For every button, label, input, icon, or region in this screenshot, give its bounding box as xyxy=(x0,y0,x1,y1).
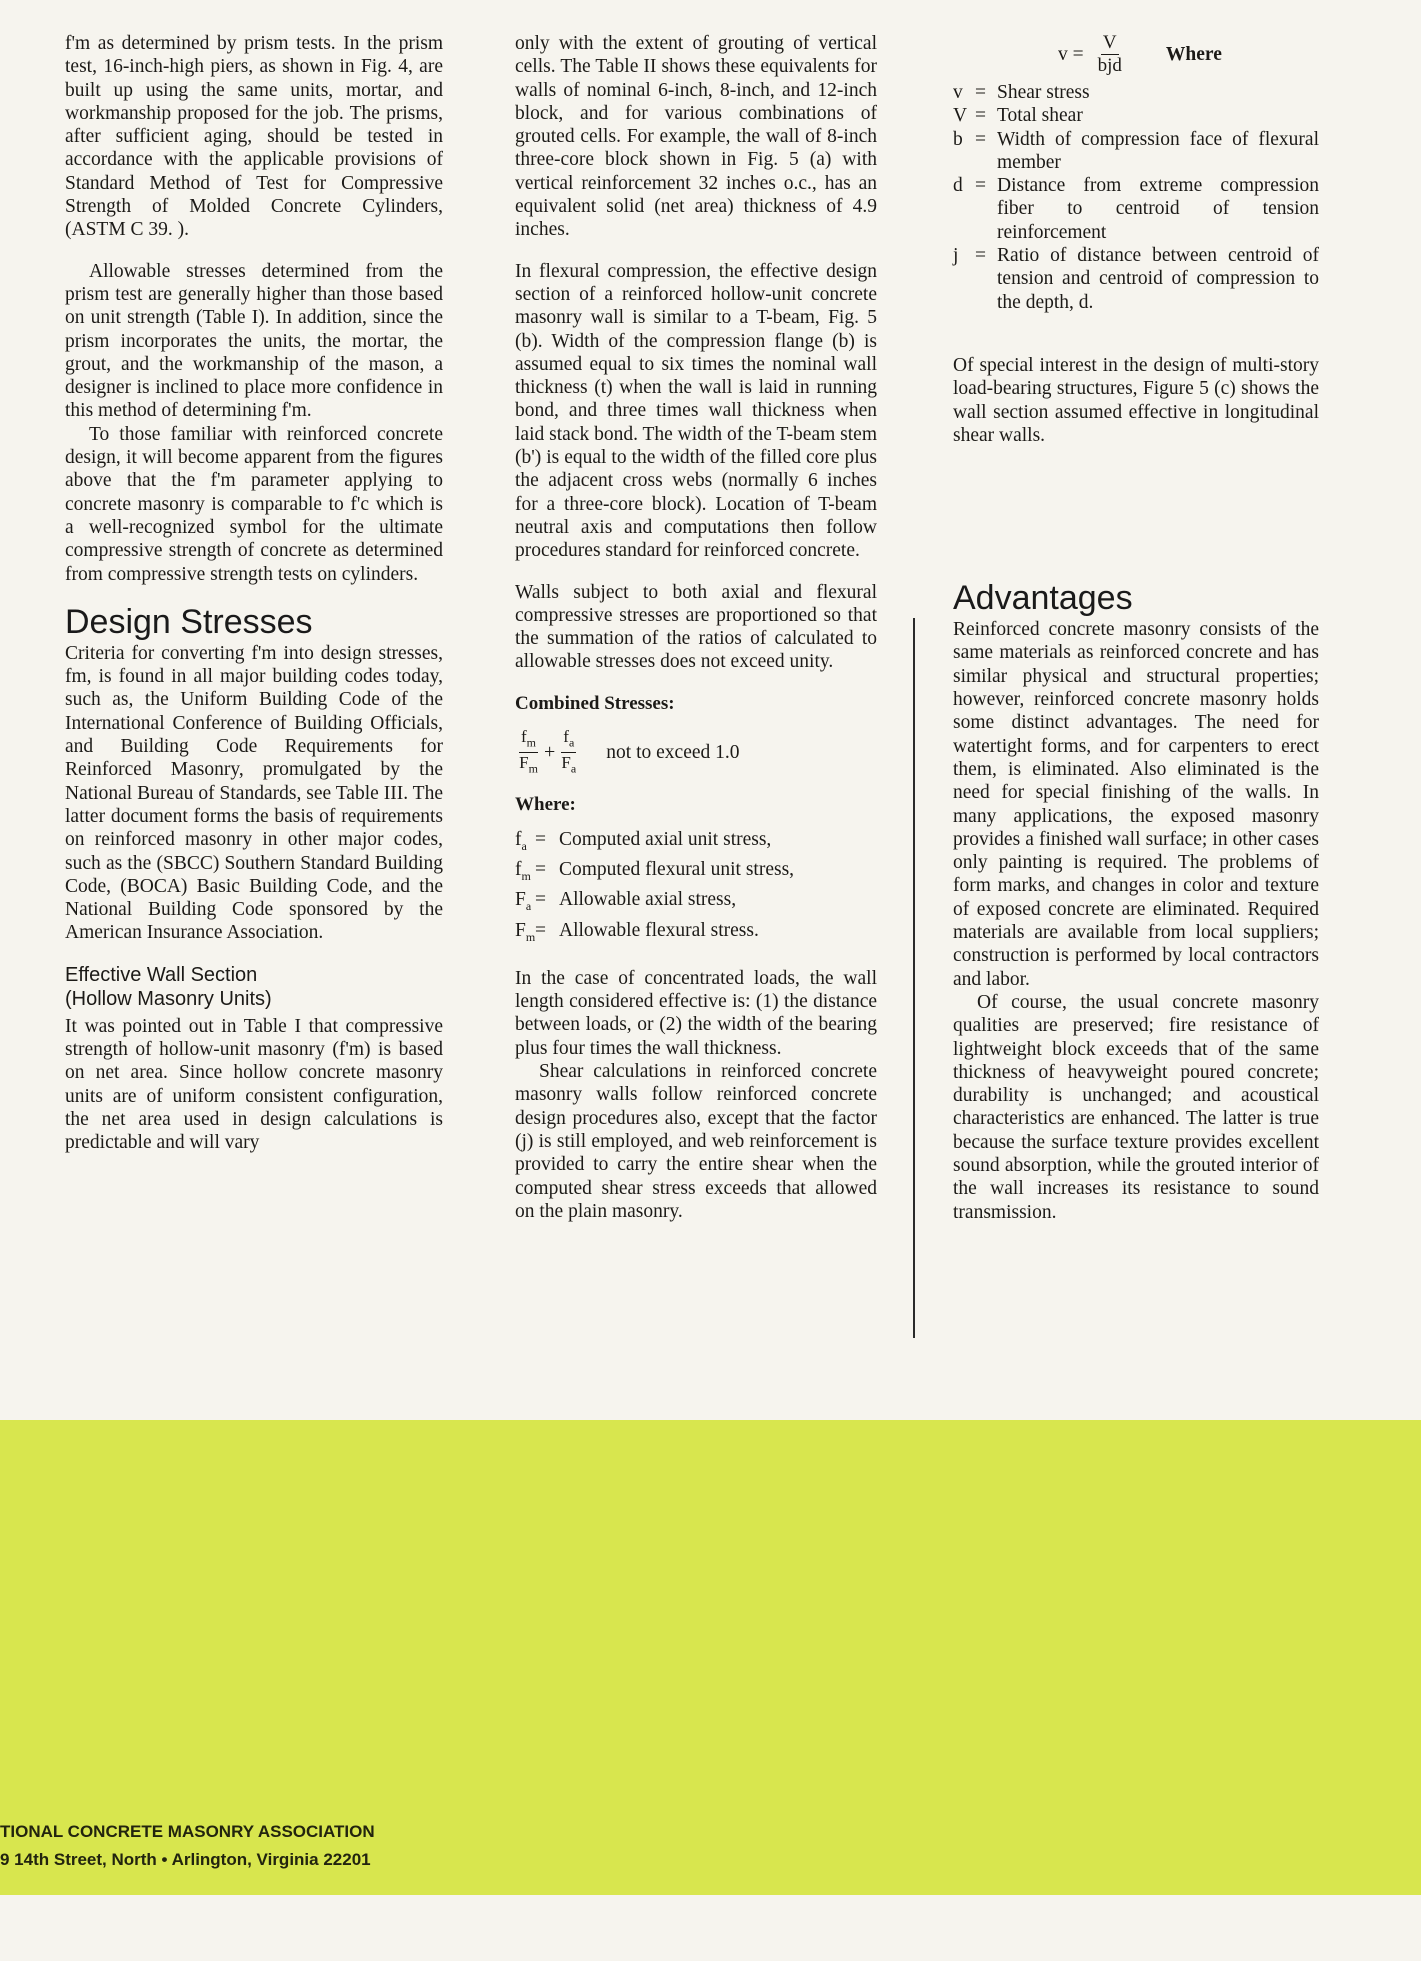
definition-row: v = Shear stress xyxy=(953,82,1090,103)
formula-condition: not to exceed 1.0 xyxy=(606,742,740,764)
heading-design-stresses: Design Stresses xyxy=(65,602,313,641)
definition-row: $f_m$ = Computed flexural unit stress, xyxy=(515,859,795,884)
subheading-effective-wall-section: Effective Wall Section (Hollow Masonry Units) xyxy=(65,963,272,1010)
column-divider-rule xyxy=(913,618,915,1338)
footer-association xyxy=(0,1818,375,1874)
paragraph: Reinforced concrete masonry consists of the same materials as reinforced concrete and has similar physical and structural properties; however, reinforced concrete masonry holds some distinct advantages. The need for watertight forms, and for carpenters to erect them, is eliminated. Also eliminated is the need for special finishing of the walls. In many applications, the exposed masonry provides a finished wall surface; in other cases only painting is required. The problems of form marks, and changes in color and texture of exposed concrete are eliminated. Required materials are available from local suppliers; construction is performed by local contractors and labor. xyxy=(953,619,1319,990)
definition-row: $F_a$ = Allowable axial stress, xyxy=(515,889,737,914)
fraction-axial: $\frac{f_a}{F_a}$ xyxy=(561,727,577,776)
combined-stress-formula xyxy=(515,727,877,779)
paragraph: In flexural compression, the effective design section of a reinforced hollow-unit concrete masonry wall is similar to a T-beam, Fig. 5 (b). Width of the compression flange (b) is assumed equal to six times the nominal wall thickness (t) when the wall is laid in running bond, and three times wall thickness when laid stack bond. The width of the T-beam stem (b') is equal to the width of the filled core plus the adjacent cross webs (normally 6 inches for a three-core block). Location of T-beam neutral axis and computations then follow procedures standard for reinforced concrete. xyxy=(515,260,877,562)
plus-sign: + xyxy=(544,741,556,764)
paragraph: In the case of concentrated loads, the wall length considered effective is: (1) the distance between loads, or (2) the width of the bearing plus four times the wall thickness. xyxy=(515,967,877,1059)
combined-stresses-heading: Combined Stresses: xyxy=(515,692,675,714)
definition-row: V = Total shear xyxy=(953,105,1083,127)
paragraph: Walls subject to both axial and flexural compressive stresses are proportioned so that the summation of the ratios of calculated to allowable stresses does not exceed unity. xyxy=(515,581,877,673)
heading-advantages: Advantages xyxy=(953,579,1133,618)
shear-formula: v = $\frac{V}{\text{bjd}}$ Where xyxy=(1058,32,1222,76)
fraction-flexural: $\frac{f_m}{F_m}$ xyxy=(519,727,538,776)
definition-row: b = Width of compression face of flexural member xyxy=(953,128,1319,173)
footer-name: TIONAL CONCRETE MASONRY ASSOCIATION xyxy=(0,1822,375,1841)
definition-row: d = Distance from extreme compression fiber to centroid of tension reinforcement xyxy=(953,175,1319,243)
paragraph: Criteria for converting f'm into design stresses, fm, is found in all major building codes today, such as, the Uniform Building Code of the International Conference of Building Officials, and Building Code Requirements for Reinforced Masonry, promulgated by the National Bureau of Standards, see Table III. The latter document forms the basis of requirements on reinforced masonry in other major codes, such as the (SBCC) Southern Standard Building Code, (BOCA) Basic Building Code, and the National Building Code sponsored by the American Insurance Association. xyxy=(65,642,443,944)
definition-row: $F_m$ = Allowable flexural stress. xyxy=(515,919,759,944)
shear-definition-list xyxy=(953,81,1319,314)
paragraph: Shear calculations in reinforced concrete masonry walls follow reinforced concrete design procedures also, except that the factor (j) is still employed, and web reinforcement is provided to carry the entire shear when the computed shear stress exceeds that allowed on the plain masonry. xyxy=(515,1061,877,1222)
where-heading: Where: xyxy=(515,793,576,815)
definition-row: $f_a$ = Computed axial unit stress, xyxy=(515,829,772,853)
column-1 xyxy=(65,32,443,1154)
paragraph: It was pointed out in Table I that compressive strength of hollow-unit masonry (f'm) is based on net area. Since hollow concrete masonry units are of uniform consistent configuration, the net area used in design calculations is predictable and will vary xyxy=(65,1015,443,1154)
paragraph: Of special interest in the design of multi-story load-bearing structures, Figure 5 (c) shows the wall section assumed effective in longitudinal shear walls. xyxy=(953,354,1319,446)
paragraph: Of course, the usual concrete masonry qualities are preserved; fire resistance of lightweight block exceeds that of the same thickness of heavyweight poured concrete; durability is unchanged; and acoustical characteristics are enhanced. The latter is true because the surface texture provides excellent sound absorption, while the grouted interior of the wall increases its resistance to sound transmission. xyxy=(953,991,1319,1223)
paragraph: Allowable stresses determined from the prism test are generally higher than those based on unit strength (Table I). In addition, since the prism incorporates the units, the mortar, the grout, and the workmanship of the mason, a designer is inclined to place more confidence in this method of determining f'm. xyxy=(65,260,443,422)
where-label: Where xyxy=(1165,43,1222,65)
paragraph: only with the extent of grouting of vertical cells. The Table II shows these equivalents for walls of nominal 6-inch, 8-inch, and 12-inch block, and for various combinations of grouted cells. For example, the wall of 8-inch three-core block shown in Fig. 5 (a) with vertical reinforcement 32 inches o.c., has an equivalent solid (net area) thickness of 4.9 inches. xyxy=(515,33,877,241)
footer-address: 9 14th Street, North • Arlington, Virginia 22201 xyxy=(0,1850,371,1869)
paragraph: To those familiar with reinforced concrete design, it will become apparent from the figures above that the f'm parameter applying to concrete masonry is comparable to f'c which is a well-recognized symbol for the ultimate compressive strength of concrete as determined from compressive strength tests on cylinders. xyxy=(65,423,443,585)
paragraph: f'm as determined by prism tests. In the prism test, 16-inch-high piers, as shown in Fig. 4, are built up using the same units, mortar, and workmanship proposed for the job. The prisms, after sufficient aging, should be tested in accordance with the applicable provisions of Standard Method of Test for Compressive Strength of Molded Concrete Cylinders, (ASTM C 39. ). xyxy=(65,33,443,241)
column-3 xyxy=(953,32,1319,1224)
definition-row: j = Ratio of distance between centroid of tension and centroid of compression to the depth, d. xyxy=(953,245,1319,313)
column-2 xyxy=(515,32,877,1223)
definition-list xyxy=(515,828,877,949)
